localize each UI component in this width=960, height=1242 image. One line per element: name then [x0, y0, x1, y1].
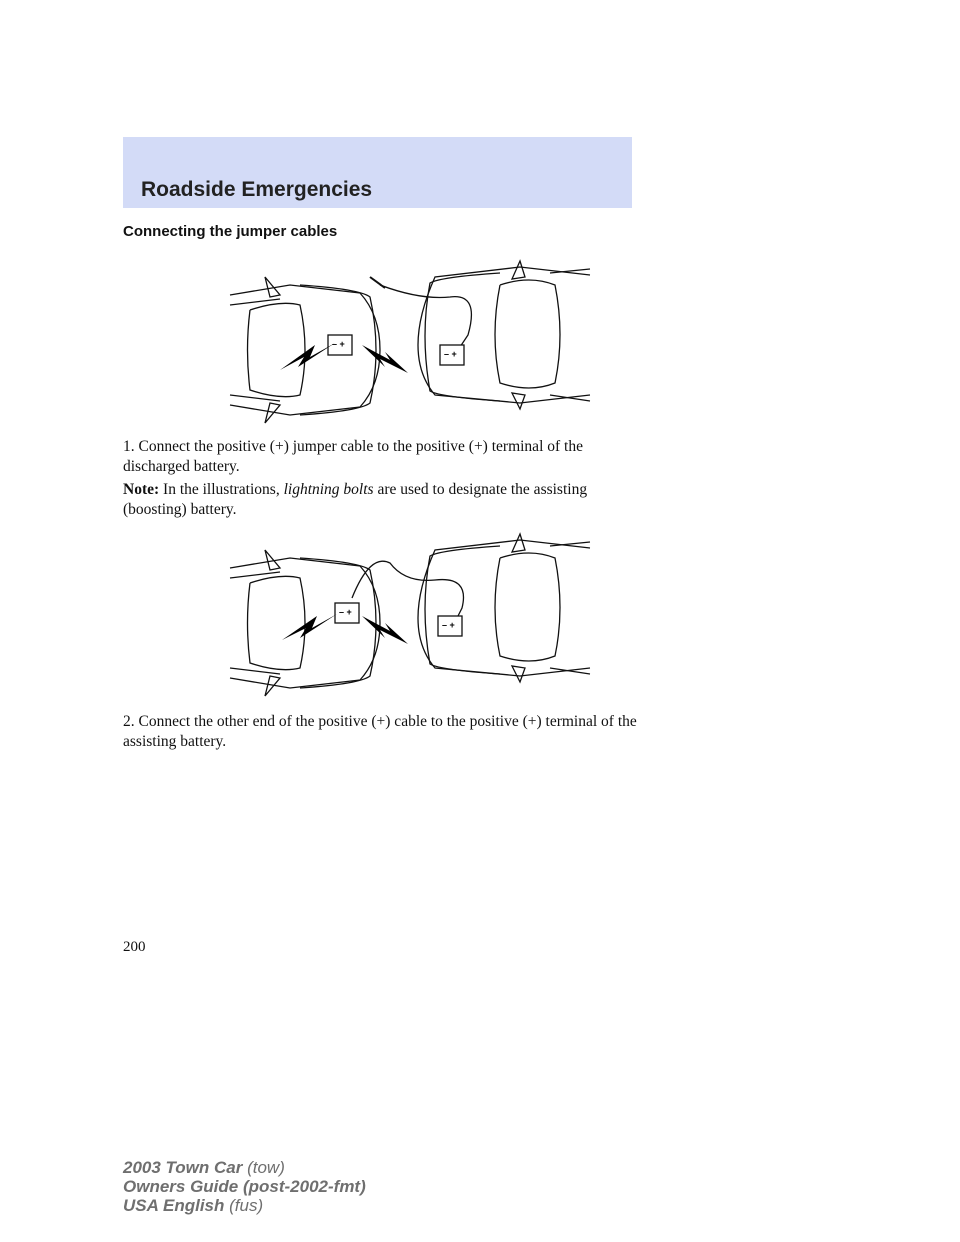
lightning-bolt-icon	[362, 345, 408, 373]
note-label: Note:	[123, 481, 160, 498]
battery-label: – +	[339, 607, 352, 617]
footer	[123, 1158, 366, 1215]
step-2: 2. Connect the other end of the positive (+) cable to the positive (+) terminal of the assisting battery.	[123, 713, 637, 750]
footer-line-1: 2003 Town Car (tow)	[123, 1158, 285, 1177]
section-heading: Connecting the jumper cables	[123, 223, 338, 240]
battery-label: – +	[444, 349, 457, 359]
jumper-figure-2	[220, 528, 600, 698]
lightning-bolt-icon	[362, 616, 408, 644]
lightning-bolt-icon	[280, 343, 335, 370]
right-car-windshield	[495, 280, 560, 388]
left-car-windshield	[248, 576, 306, 669]
battery-label: – +	[332, 339, 345, 349]
lightning-bolt-icon	[282, 614, 337, 640]
left-car-windshield	[248, 303, 306, 396]
note-after: are used to designate the assisting (boosting) battery.	[123, 481, 588, 518]
page-number: 200	[123, 939, 146, 955]
jumper-figure-1	[220, 255, 600, 425]
battery-label: – +	[442, 620, 455, 630]
note	[123, 480, 643, 520]
right-car-body	[418, 540, 590, 676]
footer-line-3: USA English (fus)	[123, 1196, 264, 1215]
right-car-windshield	[495, 553, 560, 661]
jumper-cable	[352, 561, 463, 616]
footer-line-2: Owners Guide (post-2002-fmt)	[123, 1177, 366, 1196]
page-title: Roadside Emergencies	[141, 178, 373, 201]
note-emphasis: lightning bolts	[283, 481, 374, 498]
step-1: 1. Connect the positive (+) jumper cable to the positive (+) terminal of the discharged battery.	[123, 438, 583, 475]
note-before: In the illustrations,	[159, 481, 284, 498]
right-car-body	[418, 267, 590, 403]
